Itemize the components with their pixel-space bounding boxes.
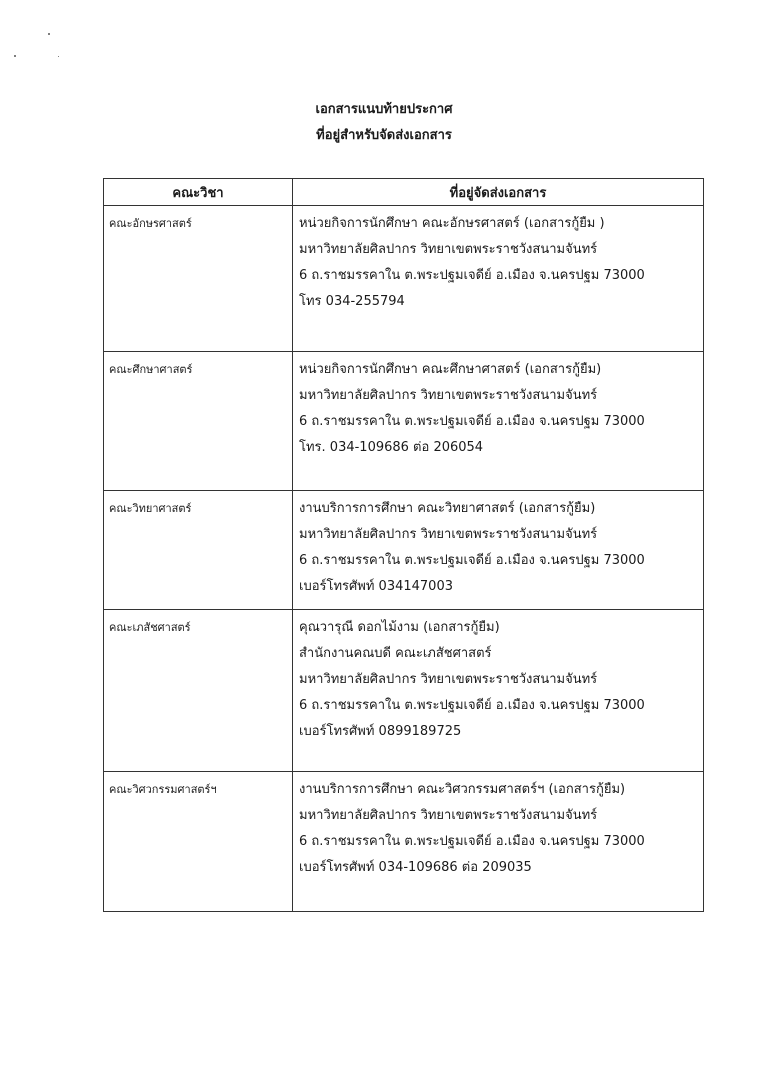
faculty-name: คณะวิทยาศาสตร์: [104, 491, 293, 610]
address-line: งานบริการการศึกษา คณะวิทยาศาสตร์ (เอกสารกู้ยืม): [299, 501, 596, 516]
address-cell: [293, 491, 704, 610]
address-line: งานบริการการศึกษา คณะวิศวกรรมศาสตร์ฯ (เอกสารกู้ยืม): [299, 782, 626, 797]
table-row: [104, 206, 704, 352]
table-row: [104, 491, 704, 610]
address-line: 6 ถ.ราชมรรคาใน ต.พระปฐมเจดีย์ อ.เมือง จ.นครปฐม 73000: [299, 268, 645, 283]
phone-line: โทร 034-255794: [299, 294, 405, 309]
address-cell: [293, 352, 704, 491]
table-row: [104, 610, 704, 772]
scan-speck: [48, 33, 50, 35]
address-line: มหาวิทยาลัยศิลปากร วิทยาเขตพระราชวังสนามจันทร์: [299, 242, 598, 257]
address-line: หน่วยกิจการนักศึกษา คณะศึกษาศาสตร์ (เอกสารกู้ยืม): [299, 362, 602, 377]
table-header-row: [104, 179, 704, 206]
faculty-name: คณะอักษรศาสตร์: [104, 206, 293, 352]
address-line: มหาวิทยาลัยศิลปากร วิทยาเขตพระราชวังสนามจันทร์: [299, 808, 598, 823]
address-line: 6 ถ.ราชมรรคาใน ต.พระปฐมเจดีย์ อ.เมือง จ.นครปฐม 73000: [299, 414, 645, 429]
address-line: 6 ถ.ราชมรรคาใน ต.พระปฐมเจดีย์ อ.เมือง จ.นครปฐม 73000: [299, 698, 645, 713]
address-cell: [293, 610, 704, 772]
faculty-name: คณะวิศวกรรมศาสตร์ฯ: [104, 772, 293, 912]
address-line: 6 ถ.ราชมรรคาใน ต.พระปฐมเจดีย์ อ.เมือง จ.นครปฐม 73000: [299, 553, 645, 568]
table-row: [104, 352, 704, 491]
address-line: มหาวิทยาลัยศิลปากร วิทยาเขตพระราชวังสนามจันทร์: [299, 672, 598, 687]
scan-speck: [58, 56, 59, 57]
address-line: มหาวิทยาลัยศิลปากร วิทยาเขตพระราชวังสนามจันทร์: [299, 527, 598, 542]
phone-line: เบอร์โทรศัพท์ 034-109686 ต่อ 209035: [299, 860, 532, 875]
address-line: 6 ถ.ราชมรรคาใน ต.พระปฐมเจดีย์ อ.เมือง จ.นครปฐม 73000: [299, 834, 645, 849]
table-row: [104, 772, 704, 912]
address-cell: [293, 206, 704, 352]
address-cell: [293, 772, 704, 912]
phone-line: เบอร์โทรศัพท์ 034147003: [299, 579, 453, 594]
document-subheading: ที่อยู่สำหรับจัดส่งเอกสาร: [316, 128, 452, 143]
address-line: หน่วยกิจการนักศึกษา คณะอักษรศาสตร์ (เอกสารกู้ยืม ): [299, 216, 605, 231]
address-line: สำนักงานคณบดี คณะเภสัชศาสตร์: [299, 646, 492, 661]
address-table: [103, 178, 704, 912]
contact-name-line: คุณวารุณี ดอกไม้งาม (เอกสารกู้ยืม): [299, 620, 500, 635]
column-header-address: ที่อยู่จัดส่งเอกสาร: [293, 179, 704, 206]
phone-line: โทร. 034-109686 ต่อ 206054: [299, 440, 484, 455]
scan-speck: [14, 55, 16, 57]
faculty-name: คณะเภสัชศาสตร์: [104, 610, 293, 772]
phone-line: เบอร์โทรศัพท์ 0899189725: [299, 724, 462, 739]
address-line: มหาวิทยาลัยศิลปากร วิทยาเขตพระราชวังสนามจันทร์: [299, 388, 598, 403]
document-heading: เอกสารแนบท้ายประกาศ: [315, 102, 453, 117]
faculty-name: คณะศึกษาศาสตร์: [104, 352, 293, 491]
column-header-faculty: คณะวิชา: [104, 179, 293, 206]
